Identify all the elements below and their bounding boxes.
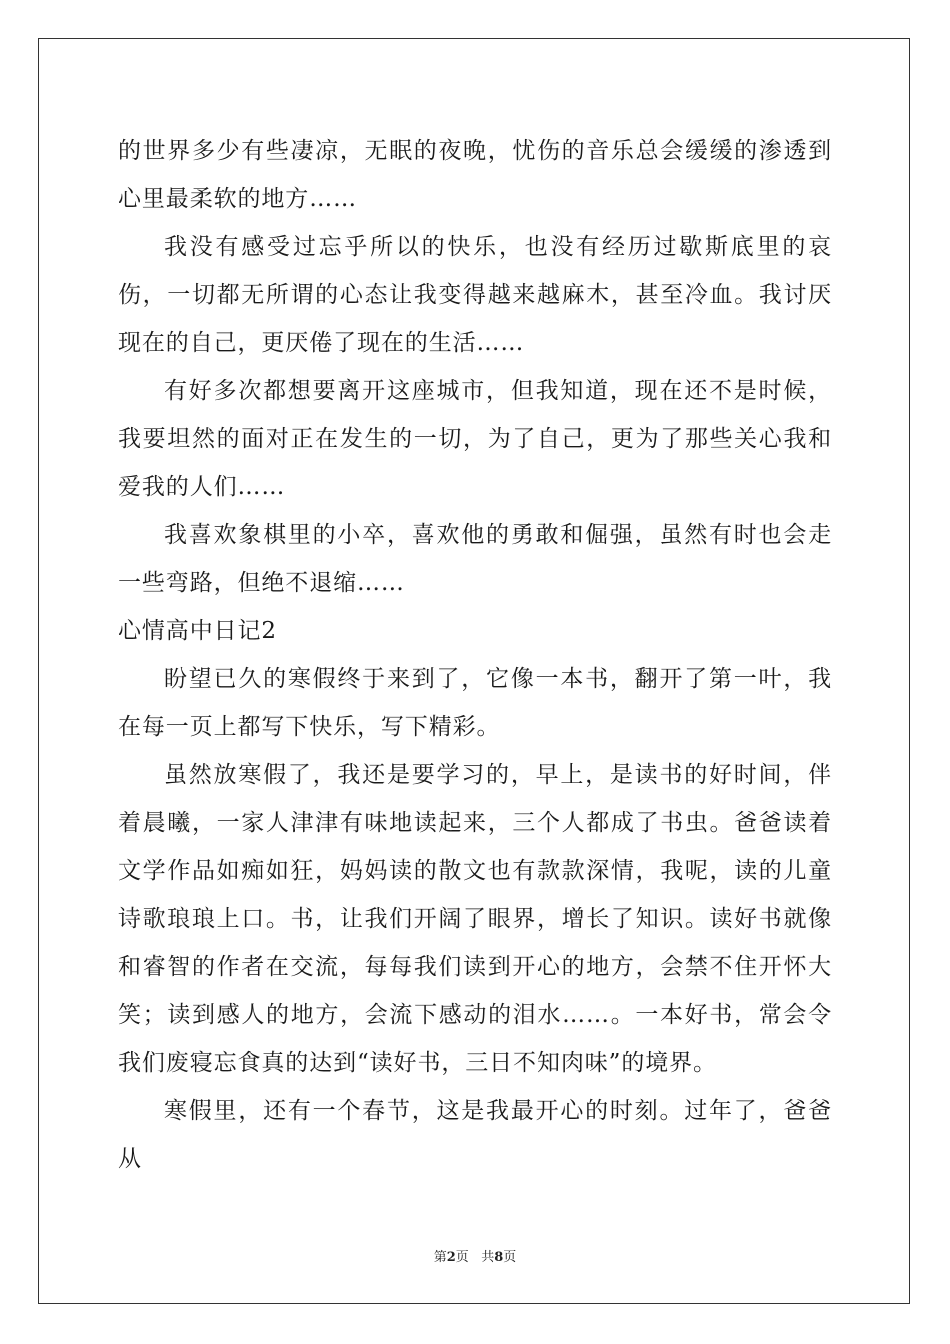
section-title: 心情高中日记2 (118, 618, 277, 644)
total-suffix: 页 (503, 1250, 517, 1265)
section-paragraph-2: 虽然放寒假了，我还是要学习的，早上，是读书的好时间，伴着晨曦，一家人津津有味地读起来，三个人都成了书虫。爸爸读着文学作品如痴如狂，妈妈读的散文也有款款深情，我呢，读的儿童诗歌琅琅上口。书，让我们开阔了眼界，增长了知识。读好书就像和睿智的作者在交流，每每我们读到开心的地方，会禁不住开怀大笑；读到感人的地方，会流下感动的泪水……。一本好书，常会令我们废寝忘食真的达到“读好书，三日不知肉味”的境界。 (118, 762, 832, 1076)
section-paragraph-3: 寒假里，还有一个春节，这是我最开心的时刻。过年了，爸爸从 (118, 1098, 832, 1172)
total-pages: 8 (494, 1250, 504, 1265)
page-suffix: 页 (455, 1250, 469, 1265)
total-prefix: 共 (481, 1250, 495, 1265)
section-paragraph-1: 盼望已久的寒假终于来到了，它像一本书，翻开了第一叶，我在每一页上都写下快乐，写下精彩。 (118, 666, 832, 740)
paragraph-1: 的世界多少有些凄凉，无眠的夜晚，忧伤的音乐总会缓缓的渗透到心里最柔软的地方…… (118, 138, 832, 212)
paragraph-4: 我喜欢象棋里的小卒，喜欢他的勇敢和倔强，虽然有时也会走一些弯路，但绝不退缩…… (118, 522, 832, 596)
page-footer (0, 1246, 950, 1265)
paragraph-3: 有好多次都想要离开这座城市，但我知道，现在还不是时候，我要坦然的面对正在发生的一切，为了自己，更为了那些关心我和爱我的人们…… (118, 378, 832, 500)
page-prefix: 第 (433, 1250, 447, 1265)
paragraph-2: 我没有感受过忘乎所以的快乐，也没有经历过歇斯底里的哀伤，一切都无所谓的心态让我变得越来越麻木，甚至冷血。我讨厌现在的自己，更厌倦了现在的生活…… (118, 234, 832, 356)
page-number: 2 (446, 1250, 456, 1265)
document-body (118, 127, 832, 1183)
